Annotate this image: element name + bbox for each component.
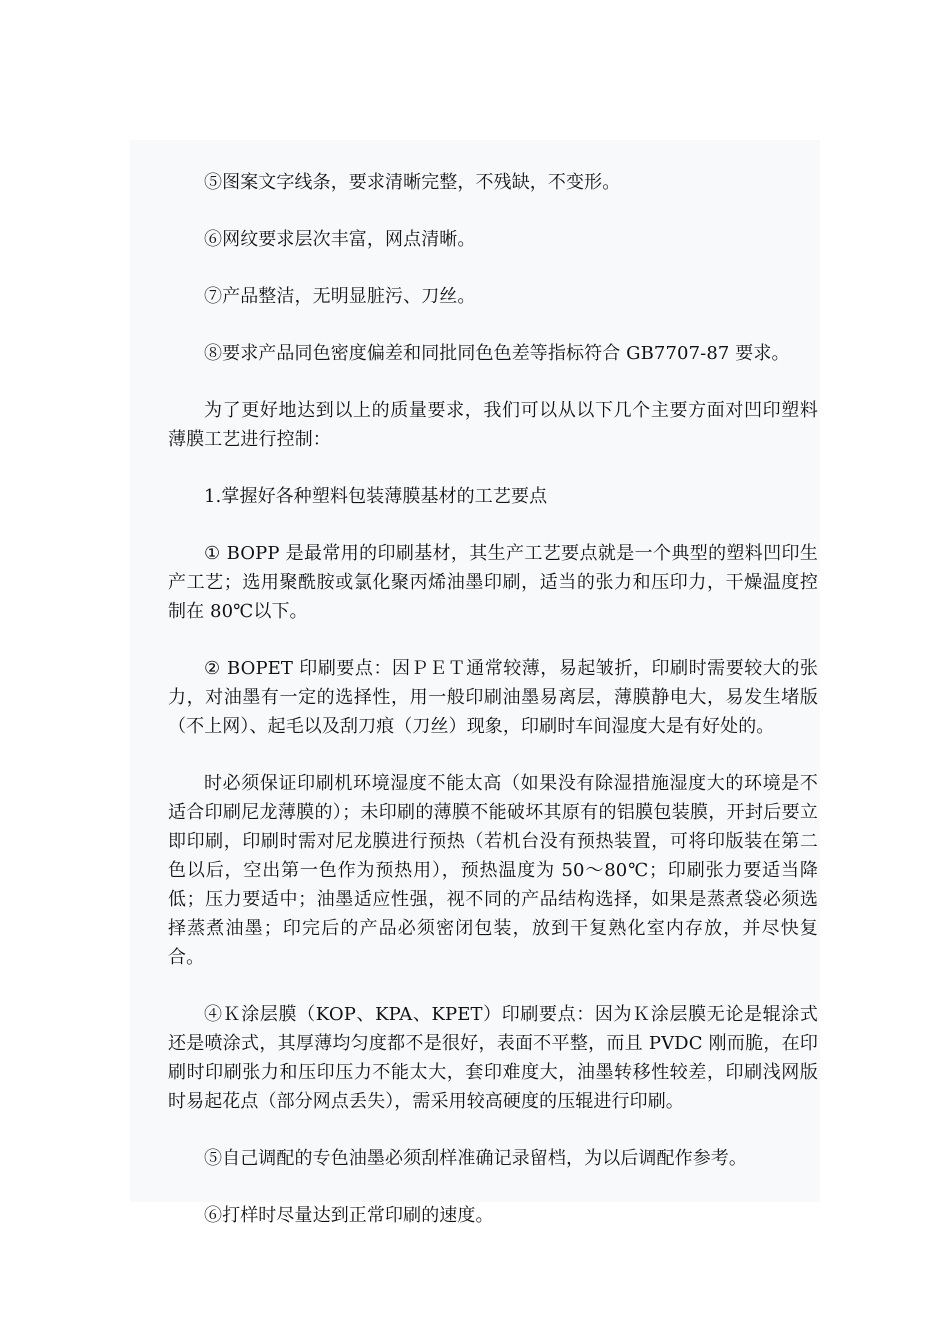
paragraph-quality-6: ⑥网纹要求层次丰富，网点清晰。	[204, 229, 476, 250]
paragraph-section-1-heading: 1.掌握好各种塑料包装薄膜基材的工艺要点	[204, 486, 548, 507]
paragraph-proof-speed: ⑥打样时尽量达到正常印刷的速度。	[204, 1205, 494, 1226]
paragraph-intro-control: 为了更好地达到以上的质量要求，我们可以从以下几个主要方面对凹印塑料薄膜工艺进行控制：	[168, 400, 818, 450]
paragraph-nylon-humidity: 时必须保证印刷机环境湿度不能太高（如果没有除湿措施湿度大的环境是不适合印刷尼龙薄膜的）；未印刷的薄膜不能破坏其原有的铝膜包装膜，开封后要立即印刷，印刷时需对尼龙膜进行预热（若机台没有预热装置，可将印版装在第二色以后，空出第一色作为预热用），预热温度为 50～80℃；印刷张力要适当降低；压力要适中；油墨适应性强，视不同的产品结构选择，如果是蒸煮袋必须选择蒸煮油墨；印完后的产品必须密闭包装，放到干复熟化室内存放，并尽快复合。	[168, 773, 818, 968]
paragraph-spot-color-ink: ⑤自己调配的专色油墨必须刮样准确记录留档，为以后调配作参考。	[204, 1148, 747, 1169]
paragraph-quality-7: ⑦产品整洁，无明显脏污、刀丝。	[204, 286, 476, 307]
document-body	[130, 140, 820, 1226]
paragraph-bopet: ② BOPET 印刷要点：因ＰＥＴ通常较薄，易起皱折，印刷时需要较大的张力，对油墨有一定的选择性，用一般印刷油墨易离层，薄膜静电大，易发生堵版（不上网）、起毛以及刮刀痕（刀丝）现象，印刷时车间湿度大是有好处的。	[168, 658, 818, 737]
paragraph-quality-5: ⑤图案文字线条，要求清晰完整，不残缺，不变形。	[204, 172, 621, 193]
paragraph-quality-8: ⑧要求产品同色密度偏差和同批同色色差等指标符合 GB7707-87 要求。	[204, 343, 790, 364]
paragraph-bopp: ① BOPP 是最常用的印刷基材，其生产工艺要点就是一个典型的塑料凹印生产工艺；选用聚酰胺或氯化聚丙烯油墨印刷，适当的张力和压印力，干燥温度控制在 80℃以下。	[168, 543, 818, 622]
paragraph-k-coated-film: ④Ｋ涂层膜（KOP、KPA、KPET）印刷要点：因为Ｋ涂层膜无论是辊涂式还是喷涂式，其厚薄均匀度都不是很好，表面不平整，而且 PVDC 刚而脆，在印刷时印刷张力和压印压力不能太大，套印难度大，油墨转移性较差，印刷浅网版时易起花点（部分网点丢失），需采用较高硬度的压辊进行印刷。	[168, 1004, 818, 1112]
